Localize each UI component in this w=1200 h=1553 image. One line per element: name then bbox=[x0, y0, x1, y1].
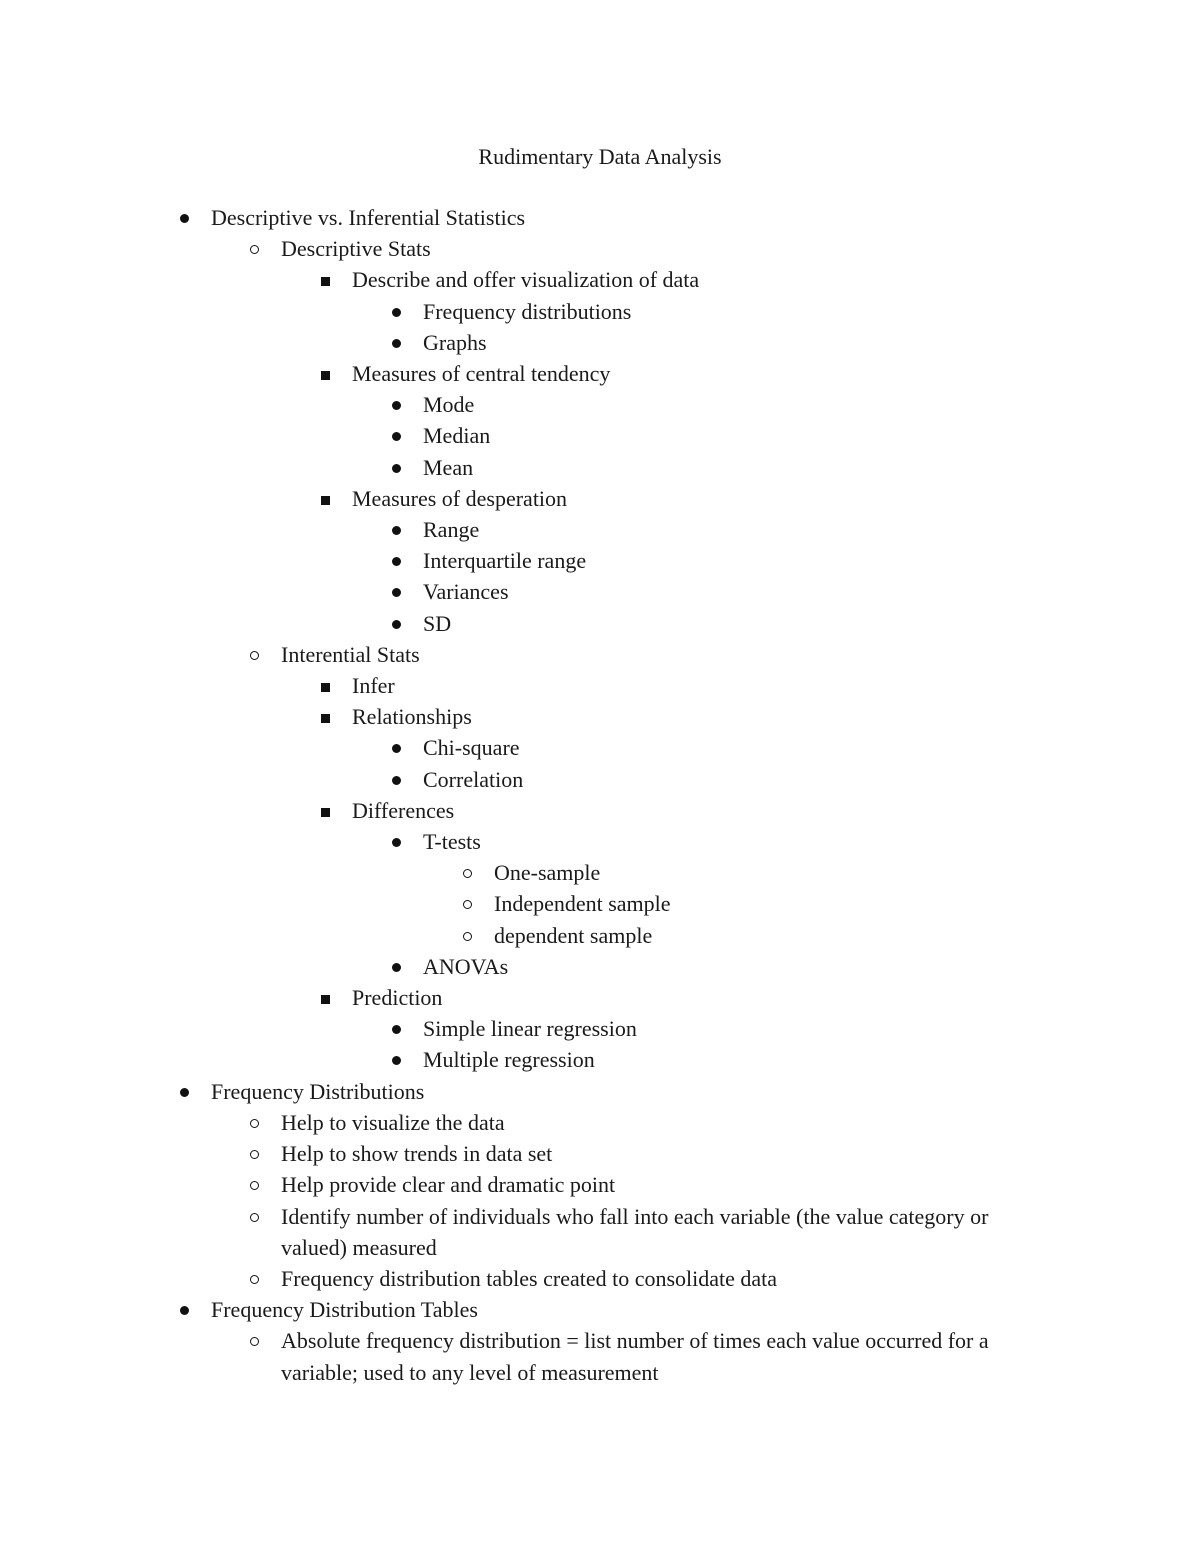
list-item-text: Help to visualize the data bbox=[281, 1109, 505, 1135]
bullet-disc-icon bbox=[387, 1013, 407, 1044]
list-item bbox=[0, 545, 1200, 576]
list-item bbox=[0, 389, 1200, 420]
list-item-text: Interquartile range bbox=[423, 548, 587, 574]
bullet-disc-icon bbox=[387, 732, 407, 763]
list-item bbox=[0, 1325, 1200, 1387]
list-item bbox=[0, 202, 1200, 233]
list-item-text: Describe and offer visualization of data bbox=[352, 267, 700, 293]
bullet-circle-icon bbox=[245, 1169, 265, 1200]
list-item bbox=[0, 1294, 1200, 1325]
list-item bbox=[0, 701, 1200, 732]
bullet-disc-icon bbox=[387, 826, 407, 857]
list-item-text: Descriptive Stats bbox=[281, 236, 431, 262]
list-item-text: Relationships bbox=[352, 704, 472, 730]
list-item bbox=[0, 264, 1200, 295]
bullet-square-icon bbox=[316, 982, 336, 1013]
list-item bbox=[0, 576, 1200, 607]
list-item bbox=[0, 1263, 1200, 1294]
bullet-square-icon bbox=[316, 795, 336, 826]
list-item-text: Prediction bbox=[352, 985, 443, 1011]
list-item bbox=[0, 233, 1200, 264]
list-item-text: dependent sample bbox=[494, 922, 653, 948]
list-item bbox=[0, 327, 1200, 358]
bullet-disc-icon bbox=[387, 576, 407, 607]
bullet-square-icon bbox=[316, 701, 336, 732]
list-item-text: Identify number of individuals who fall into each variable (the value category or valued) measured bbox=[281, 1203, 989, 1260]
list-item bbox=[0, 1013, 1200, 1044]
list-item-text: Help provide clear and dramatic point bbox=[281, 1172, 616, 1198]
bullet-disc-icon bbox=[387, 608, 407, 639]
bullet-circle-icon bbox=[245, 639, 265, 670]
list-item-text: Interential Stats bbox=[281, 641, 420, 667]
list-item-text: Measures of desperation bbox=[352, 485, 568, 511]
bullet-disc-icon bbox=[387, 420, 407, 451]
list-item bbox=[0, 1044, 1200, 1075]
list-item-text: Frequency distribution tables created to consolidate data bbox=[281, 1265, 778, 1291]
bullet-disc-icon bbox=[387, 389, 407, 420]
list-item-text: Simple linear regression bbox=[423, 1016, 637, 1042]
bullet-disc-icon bbox=[387, 514, 407, 545]
bullet-circle-icon bbox=[245, 1201, 265, 1232]
bullet-disc-icon bbox=[175, 1076, 195, 1107]
list-item-text: T-tests bbox=[423, 829, 481, 855]
bullet-circle-icon bbox=[458, 920, 478, 951]
bullet-circle-icon bbox=[245, 1107, 265, 1138]
bullet-square-icon bbox=[316, 358, 336, 389]
list-item bbox=[0, 982, 1200, 1013]
bullet-circle-icon bbox=[245, 233, 265, 264]
list-item bbox=[0, 639, 1200, 670]
list-item-text: One-sample bbox=[494, 860, 601, 886]
list-item bbox=[0, 514, 1200, 545]
list-item-text: Absolute frequency distribution = list number of times each value occurred for a variable; used to any level of measurement bbox=[281, 1328, 989, 1385]
list-item-text: Measures of central tendency bbox=[352, 361, 611, 387]
bullet-disc-icon bbox=[387, 951, 407, 982]
list-item-text: Descriptive vs. Inferential Statistics bbox=[211, 205, 526, 230]
bullet-circle-icon bbox=[245, 1325, 265, 1356]
list-item bbox=[0, 483, 1200, 514]
list-item bbox=[0, 1138, 1200, 1169]
list-item-text: Infer bbox=[352, 673, 395, 699]
list-item bbox=[0, 951, 1200, 982]
list-item-text: Correlation bbox=[423, 766, 524, 792]
bullet-disc-icon bbox=[387, 1044, 407, 1075]
page-title: Rudimentary Data Analysis bbox=[478, 144, 722, 169]
bullet-circle-icon bbox=[458, 888, 478, 919]
list-item bbox=[0, 764, 1200, 795]
list-item bbox=[0, 1076, 1200, 1107]
list-item bbox=[0, 732, 1200, 763]
bullet-disc-icon bbox=[387, 764, 407, 795]
list-item-text: Frequency Distributions bbox=[211, 1078, 425, 1104]
bullet-circle-icon bbox=[245, 1263, 265, 1294]
list-item-text: Differences bbox=[352, 797, 455, 823]
bullet-disc-icon bbox=[387, 327, 407, 358]
bullet-square-icon bbox=[316, 670, 336, 701]
list-item-text: SD bbox=[423, 610, 452, 636]
list-item bbox=[0, 1169, 1200, 1200]
list-item-text: Graphs bbox=[423, 329, 487, 355]
list-item-text: Multiple regression bbox=[423, 1047, 595, 1073]
list-item-text: ANOVAs bbox=[423, 953, 509, 979]
list-item-text: Range bbox=[423, 517, 480, 543]
list-item-text: Mode bbox=[423, 392, 475, 418]
list-item bbox=[0, 888, 1200, 919]
list-item-text: Chi-square bbox=[423, 735, 520, 761]
bullet-disc-icon bbox=[175, 202, 195, 233]
bullet-disc-icon bbox=[387, 296, 407, 327]
bulleted-outline bbox=[0, 202, 1200, 1388]
list-item bbox=[0, 795, 1200, 826]
list-item bbox=[0, 1107, 1200, 1138]
bullet-circle-icon bbox=[245, 1138, 265, 1169]
list-item bbox=[0, 1201, 1200, 1263]
list-item bbox=[0, 452, 1200, 483]
list-item bbox=[0, 420, 1200, 451]
list-item bbox=[0, 857, 1200, 888]
list-item-text: Median bbox=[423, 423, 491, 449]
list-item-text: Frequency distributions bbox=[423, 298, 632, 324]
list-item bbox=[0, 920, 1200, 951]
list-item bbox=[0, 670, 1200, 701]
bullet-disc-icon bbox=[387, 452, 407, 483]
list-item bbox=[0, 296, 1200, 327]
list-item bbox=[0, 608, 1200, 639]
bullet-circle-icon bbox=[458, 857, 478, 888]
bullet-disc-icon bbox=[175, 1294, 195, 1325]
bullet-square-icon bbox=[316, 264, 336, 295]
list-item-text: Mean bbox=[423, 454, 474, 480]
list-item-text: Independent sample bbox=[494, 891, 671, 917]
list-item-text: Frequency Distribution Tables bbox=[211, 1297, 478, 1323]
list-item bbox=[0, 826, 1200, 857]
list-item-text: Help to show trends in data set bbox=[281, 1141, 553, 1167]
bullet-square-icon bbox=[316, 483, 336, 514]
bullet-disc-icon bbox=[387, 545, 407, 576]
list-item-text: Variances bbox=[423, 579, 509, 605]
list-item bbox=[0, 358, 1200, 389]
